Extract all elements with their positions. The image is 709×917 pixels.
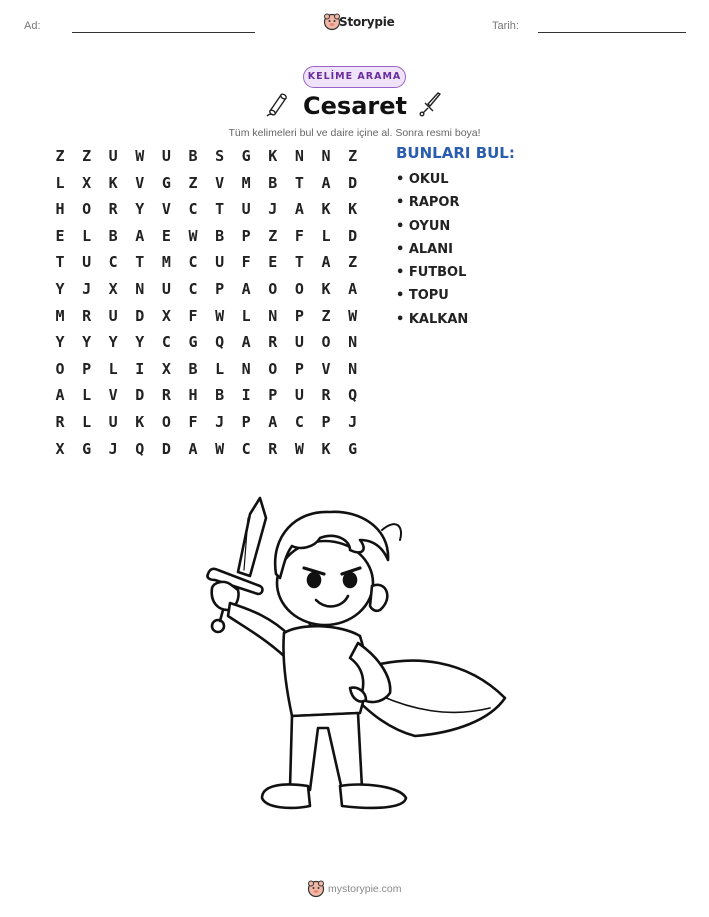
grid-letter[interactable]: X (55, 439, 65, 458)
grid-letter[interactable]: Z (188, 173, 198, 192)
grid-letter[interactable]: A (321, 173, 331, 192)
grid-letter[interactable]: K (108, 173, 118, 192)
grid-letter[interactable]: R (161, 386, 171, 405)
grid-letter[interactable]: N (268, 306, 278, 325)
grid-letter[interactable]: R (108, 200, 118, 219)
grid-letter[interactable]: U (108, 147, 118, 165)
grid-letter[interactable]: Y (135, 200, 145, 219)
grid-letter[interactable]: X (161, 306, 171, 325)
name-line[interactable] (72, 32, 255, 33)
grid-letter[interactable]: P (321, 413, 331, 431)
grid-letter[interactable]: D (348, 173, 358, 192)
grid-letter[interactable]: T (215, 200, 225, 219)
boy-hero-with-sword-and-cape-coloring-image (200, 488, 510, 823)
grid-letter[interactable]: D (161, 439, 171, 458)
grid-letter[interactable]: V (321, 359, 331, 378)
grid-letter[interactable]: A (241, 280, 251, 298)
grid-letter[interactable]: R (55, 413, 65, 431)
grid-letter[interactable]: A (348, 280, 358, 298)
grid-letter[interactable]: E (268, 253, 278, 272)
grid-letter[interactable]: L (82, 226, 92, 245)
grid-letter[interactable]: U (82, 253, 92, 272)
grid-letter[interactable]: Z (55, 147, 65, 165)
grid-letter[interactable]: M (161, 253, 171, 272)
footer-url[interactable]: mystorypie.com (328, 883, 402, 895)
grid-letter[interactable]: R (268, 439, 278, 458)
grid-letter[interactable]: O (321, 333, 331, 352)
grid-letter[interactable]: U (161, 147, 171, 165)
page-title: Cesaret (303, 92, 407, 120)
grid-letter[interactable]: F (188, 413, 198, 431)
grid-letter[interactable]: J (82, 280, 92, 298)
grid-letter[interactable]: U (215, 253, 225, 272)
brand-name: Storypie (339, 15, 395, 29)
grid-letter[interactable]: H (188, 386, 198, 405)
grid-letter[interactable]: W (348, 306, 358, 325)
grid-letter[interactable]: Q (348, 386, 358, 405)
grid-letter[interactable]: K (321, 439, 331, 458)
grid-letter[interactable]: A (321, 253, 331, 272)
grid-letter[interactable]: L (321, 226, 331, 245)
grid-letter[interactable]: Y (55, 333, 65, 352)
grid-letter[interactable]: R (321, 386, 331, 405)
grid-letter[interactable]: U (241, 200, 251, 219)
grid-letter[interactable]: X (82, 173, 92, 192)
grid-letter[interactable]: E (161, 226, 171, 245)
grid-letter[interactable]: W (188, 226, 198, 245)
grid-letter[interactable]: M (55, 306, 65, 325)
grid-letter[interactable]: U (161, 280, 171, 298)
grid-letter[interactable]: H (55, 200, 65, 219)
grid-letter[interactable]: A (188, 439, 198, 458)
grid-letter[interactable]: J (108, 439, 118, 458)
grid-letter[interactable]: U (294, 333, 304, 352)
grid-letter[interactable]: Z (268, 226, 278, 245)
grid-letter[interactable]: X (161, 359, 171, 378)
activity-badge: KELİME ARAMA (303, 66, 406, 88)
grid-letter[interactable]: J (268, 200, 278, 219)
word-list-title: BUNLARI BUL: (396, 144, 515, 162)
grid-letter[interactable]: B (188, 147, 198, 165)
grid-letter[interactable]: I (135, 359, 145, 378)
grid-letter[interactable]: Y (82, 333, 92, 352)
grid-letter[interactable]: P (241, 226, 251, 245)
grid-letter[interactable]: N (294, 147, 304, 165)
word-list-item: • OKUL (396, 172, 449, 187)
grid-letter[interactable]: R (268, 333, 278, 352)
word-list-item: • FUTBOL (396, 265, 467, 281)
grid-letter[interactable]: W (294, 439, 304, 458)
word-list-item: • RAPOR (396, 195, 460, 211)
grid-letter[interactable]: J (348, 413, 358, 431)
grid-letter[interactable]: P (294, 359, 304, 378)
grid-letter[interactable]: B (268, 173, 278, 192)
grid-letter[interactable]: K (321, 200, 331, 219)
grid-letter[interactable]: I (241, 386, 251, 405)
grid-letter[interactable]: C (188, 280, 198, 298)
grid-letter[interactable]: F (188, 306, 198, 325)
date-line[interactable] (538, 32, 686, 33)
grid-letter[interactable]: U (294, 386, 304, 405)
grid-letter[interactable]: P (82, 359, 92, 378)
grid-letter[interactable]: B (215, 226, 225, 245)
grid-letter[interactable]: P (215, 280, 225, 298)
grid-letter[interactable]: N (241, 359, 251, 378)
word-list-item: • KALKAN (396, 311, 469, 327)
grid-letter[interactable]: A (294, 200, 304, 219)
grid-letter[interactable]: D (135, 306, 145, 325)
grid-letter[interactable]: O (55, 359, 65, 378)
grid-letter[interactable]: P (294, 306, 304, 325)
grid-letter[interactable]: G (82, 439, 92, 458)
grid-letter[interactable]: O (161, 413, 171, 431)
word-search-grid (47, 147, 367, 467)
grid-letter[interactable]: V (215, 173, 225, 192)
grid-letter[interactable]: L (82, 413, 92, 431)
grid-letter[interactable]: A (268, 413, 278, 431)
grid-letter[interactable]: O (82, 200, 92, 219)
grid-letter[interactable]: S (215, 147, 225, 165)
footer-mascot-icon (307, 880, 325, 898)
word-list-item: • TOPU (396, 288, 449, 304)
word-list-item: • ALANI (396, 241, 453, 257)
grid-letter[interactable]: T (294, 173, 304, 192)
grid-letter[interactable]: X (108, 280, 118, 298)
grid-letter[interactable]: N (321, 147, 331, 165)
grid-letter[interactable]: Z (348, 253, 358, 272)
grid-letter[interactable]: T (55, 253, 65, 272)
grid-letter[interactable]: G (161, 173, 171, 192)
grid-letter[interactable]: F (294, 226, 304, 245)
grid-letter[interactable]: J (215, 413, 225, 431)
grid-letter[interactable]: W (135, 147, 145, 165)
grid-letter[interactable]: Y (135, 333, 145, 352)
grid-letter[interactable]: K (268, 147, 278, 165)
grid-letter[interactable]: L (55, 173, 65, 192)
grid-letter[interactable]: G (348, 439, 358, 458)
word-list-item: • OYUN (396, 218, 451, 234)
grid-letter[interactable]: N (348, 359, 358, 378)
grid-letter[interactable]: E (55, 226, 65, 245)
grid-letter[interactable]: T (294, 253, 304, 272)
grid-letter[interactable]: L (82, 386, 92, 405)
grid-letter[interactable]: V (135, 173, 145, 192)
grid-letter[interactable]: K (348, 200, 358, 219)
word-list (396, 172, 546, 335)
grid-letter[interactable]: L (241, 306, 251, 325)
grid-letter[interactable]: A (135, 226, 145, 245)
grid-letter[interactable]: N (348, 333, 358, 352)
grid-letter[interactable]: Q (215, 333, 225, 352)
grid-letter[interactable]: B (215, 386, 225, 405)
date-label: Tarih: (492, 20, 519, 32)
grid-letter[interactable]: F (241, 253, 251, 272)
grid-letter[interactable]: C (294, 413, 304, 431)
grid-letter[interactable]: P (268, 386, 278, 405)
grid-letter[interactable]: K (321, 280, 331, 298)
sword-icon (418, 91, 444, 119)
grid-letter[interactable]: C (108, 253, 118, 272)
grid-letter[interactable]: B (188, 359, 198, 378)
grid-letter[interactable]: V (161, 200, 171, 219)
grid-letter[interactable]: T (135, 253, 145, 272)
grid-letter[interactable]: A (241, 333, 251, 352)
grid-letter[interactable]: N (135, 280, 145, 298)
grid-letter[interactable]: C (188, 200, 198, 219)
grid-letter[interactable]: Z (348, 147, 358, 165)
grid-letter[interactable]: R (82, 306, 92, 325)
grid-letter[interactable]: D (348, 226, 358, 245)
grid-letter[interactable]: G (188, 333, 198, 352)
grid-letter[interactable]: A (55, 386, 65, 405)
instructions: Tüm kelimeleri bul ve daire içine al. Sonra resmi boya! (228, 127, 481, 139)
grid-letter[interactable]: B (108, 226, 118, 245)
grid-letter[interactable]: Q (135, 439, 145, 458)
grid-letter[interactable]: M (241, 173, 251, 192)
grid-letter[interactable]: P (241, 413, 251, 431)
grid-letter[interactable]: C (161, 333, 171, 352)
grid-letter[interactable]: U (108, 413, 118, 431)
grid-letter[interactable]: Z (82, 147, 92, 165)
name-label: Ad: (24, 20, 41, 32)
grid-letter[interactable]: K (135, 413, 145, 431)
grid-letter[interactable]: G (241, 147, 251, 165)
grid-letter[interactable]: O (294, 280, 304, 298)
grid-letter[interactable]: Y (55, 280, 65, 298)
grid-letter[interactable]: O (268, 280, 278, 298)
grid-letter[interactable]: Z (321, 306, 331, 325)
grid-letter[interactable]: O (268, 359, 278, 378)
grid-letter[interactable]: L (108, 359, 118, 378)
grid-letter[interactable]: W (215, 306, 225, 325)
grid-letter[interactable]: U (108, 306, 118, 325)
grid-letter[interactable]: D (135, 386, 145, 405)
grid-letter[interactable]: V (108, 386, 118, 405)
grid-letter[interactable]: L (215, 359, 225, 378)
grid-letter[interactable]: W (215, 439, 225, 458)
grid-letter[interactable]: C (188, 253, 198, 272)
grid-letter[interactable]: Y (108, 333, 118, 352)
grid-letter[interactable]: C (241, 439, 251, 458)
